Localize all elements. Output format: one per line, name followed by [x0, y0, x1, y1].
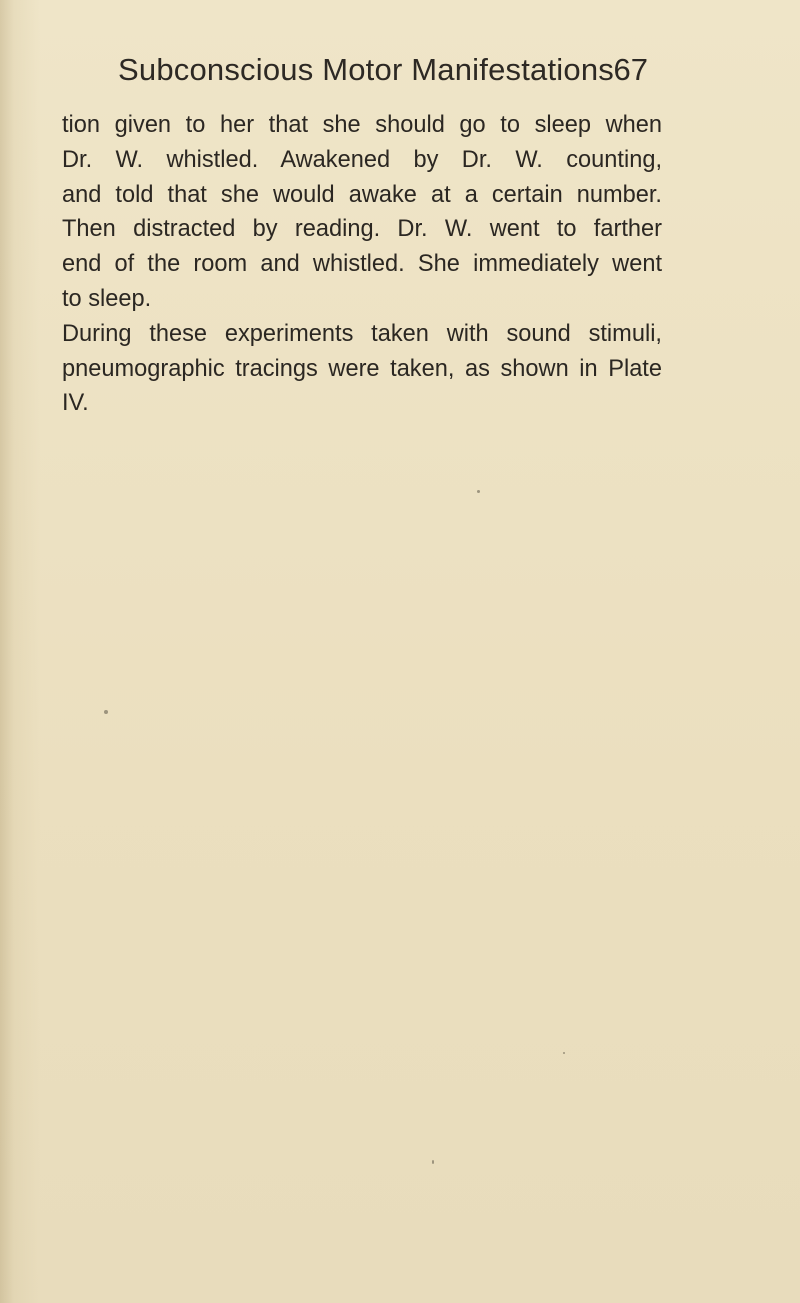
- text-line: tion given to her that she should go to sleep when: [62, 112, 662, 138]
- paper-speck: [432, 1160, 434, 1164]
- page-number: 67: [613, 52, 648, 87]
- body-text: [62, 108, 662, 421]
- paper-speck: [477, 490, 480, 493]
- text-line: Dr. W. whistled. Awakened by Dr. W. counting,: [62, 146, 662, 173]
- text-line: to sleep.: [62, 285, 152, 312]
- text-line: and told that she would awake at a certain number.: [62, 181, 662, 208]
- paragraph-first-line: During these experiments taken with sound stimuli,: [62, 320, 662, 347]
- running-head: [118, 52, 648, 96]
- text-line: Then distracted by reading. Dr. W. went to farther: [62, 216, 662, 243]
- paper-speck: [563, 1052, 565, 1054]
- text-line: pneumographic tracings were taken, as shown in Plate: [62, 355, 662, 382]
- running-head-title: Subconscious Motor Manifestations: [118, 52, 614, 87]
- text-line: end of the room and whistled. She immediately went: [62, 251, 662, 278]
- text-line: IV.: [62, 390, 89, 417]
- paper-speck: [104, 710, 108, 714]
